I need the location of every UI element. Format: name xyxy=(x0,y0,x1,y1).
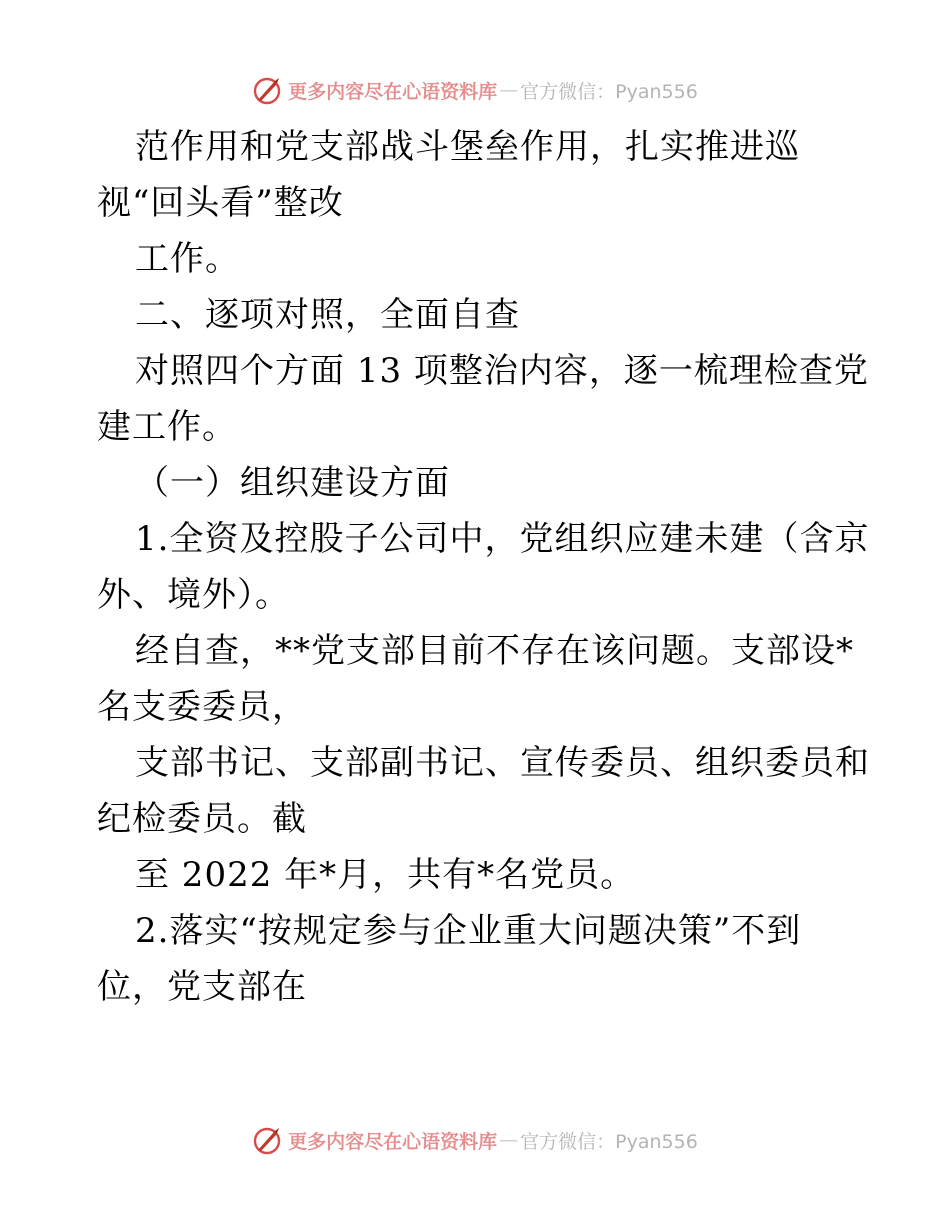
quill-pen-logo-icon xyxy=(252,1124,284,1156)
body-line: 工作。 xyxy=(135,239,240,279)
footer-watermark xyxy=(0,1120,950,1160)
quill-pen-logo-icon xyxy=(252,74,284,106)
body-line: 位，党支部在 xyxy=(97,967,307,1007)
body-line: 经自查，**党支部目前不存在该问题。支部设* xyxy=(135,631,854,671)
body-line: 2.落实“按规定参与企业重大问题决策”不到 xyxy=(135,911,802,951)
body-line: 名支委委员， xyxy=(97,687,307,727)
document-body xyxy=(97,119,870,1015)
watermark-dash: — xyxy=(499,1129,519,1151)
watermark-wechat-text: 官方微信：Pyan556 xyxy=(520,80,698,103)
body-line: 1.全资及控股子公司中，党组织应建未建（含京 xyxy=(135,519,870,559)
body-line: 纪检委员。截 xyxy=(97,799,307,839)
section-heading: 二、逐项对照，全面自查 xyxy=(135,295,520,335)
subsection-heading: （一）组织建设方面 xyxy=(135,463,450,503)
watermark-site-text: 更多内容尽在心语资料库 xyxy=(288,1130,498,1153)
body-line: 外、境外）。 xyxy=(97,575,290,615)
watermark-wechat-text: 官方微信：Pyan556 xyxy=(520,1130,698,1153)
body-line: 范作用和党支部战斗堡垒作用，扎实推进巡 xyxy=(135,127,800,167)
watermark-dash: — xyxy=(499,79,519,101)
body-line: 建工作。 xyxy=(97,407,237,447)
header-watermark xyxy=(0,70,950,110)
watermark-site-text: 更多内容尽在心语资料库 xyxy=(288,80,498,103)
body-line: 支部书记、支部副书记、宣传委员、组织委员和 xyxy=(135,743,870,783)
body-line: 对照四个方面 13 项整治内容，逐一梳理检查党 xyxy=(135,351,869,391)
body-line: 至 2022 年*月，共有*名党员。 xyxy=(135,855,636,895)
body-line: 视“回头看”整改 xyxy=(97,183,344,223)
